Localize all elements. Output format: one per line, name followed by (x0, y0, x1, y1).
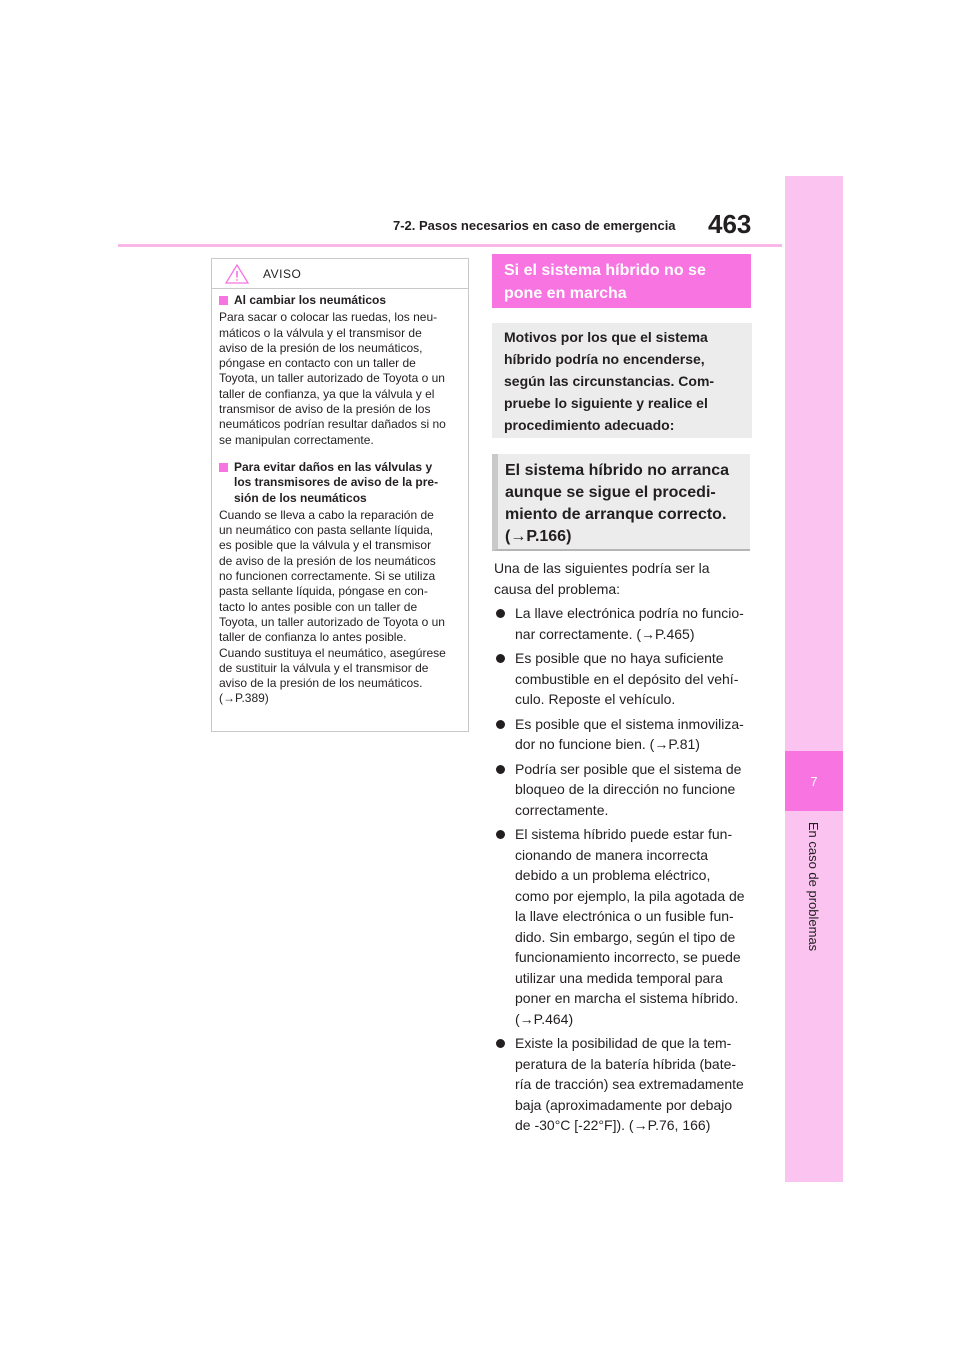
warning-subheading (219, 293, 459, 308)
subsection-title-text: El sistema híbrido no arranca aunque se sigue el procedi- miento de arranque correcto. (→P.166) (505, 462, 730, 545)
list-item-text: La llave electrónica podría no funcio- nar correctamente. (→P.465) (515, 605, 744, 642)
lead-paragraph: Una de las siguientes podría ser la causa del problema: (494, 560, 710, 597)
list-item (494, 824, 756, 1029)
warning-body (212, 289, 468, 707)
list-item (494, 714, 756, 755)
list-item-text: Es posible que el sistema inmoviliza- dor no funcione bien. (→P.81) (515, 715, 744, 752)
side-tab (785, 176, 843, 1182)
section-title-text: Si el sistema híbrido no se pone en marcha (504, 262, 706, 302)
bullet-dot-icon (496, 1039, 505, 1048)
warning-paragraph: Cuando se lleva a cabo la reparación de un neumático con pasta sellante líquida, es posible que la válvula y el transmisor de aviso de la presión de los neumáticos no funcionen correctamente. Si se utiliza pasta sellante líquida, póngase en con- tacto lo antes posible con un taller de Toyota, un taller autorizado de Toyota o un taller de confianza lo antes posible. Cuando sustituya el neumático, asegúrese de sustituir la válvula y el transmisor de aviso de la presión de los neumáticos. (→P.389) (219, 507, 446, 706)
section-title (492, 254, 751, 308)
warning-paragraph: Para sacar o colocar las ruedas, los neu- máticos o la válvula y el transmisor de aviso de la presión de los neumáticos, póngase en contacto con un taller de Toyota, un taller autorizado de Toyota o un taller de confianza, ya que la válvula y el transmisor de aviso de la presión de los neumáticos podrían resultar dañados si no se manipulan correctamente. (219, 310, 446, 447)
bullet-dot-icon (496, 609, 505, 618)
chapter-title-container (785, 811, 843, 961)
bullet-dot-icon (496, 765, 505, 774)
warning-subheading-text: Para evitar daños en las válvulas y los transmisores de aviso de la pre- sión de los neumáticos (234, 459, 439, 505)
main-content (494, 558, 756, 1140)
list-item-text: Podría ser posible que el sistema de bloqueo de la dirección no funcione correctamente. (515, 760, 742, 818)
bullet-list (494, 603, 756, 1136)
chapter-title: En caso de problemas (806, 821, 822, 951)
square-bullet-icon (219, 296, 228, 305)
intro-box (492, 323, 752, 438)
page-number: 463 (708, 209, 752, 239)
warning-box (211, 258, 469, 732)
list-item (494, 1033, 756, 1136)
bullet-dot-icon (496, 654, 505, 663)
list-item (494, 648, 756, 710)
warning-triangle-icon (225, 264, 249, 284)
intro-text: Motivos por los que el sistema híbrido podría no encenderse, según las circunstancias. Com- pruebe lo siguiente y realice el procedimiento adecuado: (504, 329, 715, 433)
section-header: 7-2. Pasos necesarios en caso de emergencia (393, 218, 676, 233)
warning-title: AVISO (263, 266, 302, 281)
warning-header (212, 259, 468, 289)
list-item-text: Existe la posibilidad de que la tem- peratura de la batería híbrida (bate- ría de tracción) sea extremadamente baja (aproximadamente por debajo de -30°C [-22°F]). (→P.76, 166) (515, 1035, 744, 1133)
list-item (494, 603, 756, 644)
chapter-number: 7 (785, 751, 843, 811)
warning-subheading (219, 460, 459, 506)
square-bullet-icon (219, 463, 228, 472)
bullet-dot-icon (496, 830, 505, 839)
subsection-title (492, 454, 750, 551)
list-item (494, 759, 756, 821)
header-rule (118, 244, 782, 247)
bullet-dot-icon (496, 720, 505, 729)
list-item-text: El sistema híbrido puede estar fun- cionando de manera incorrecta debido a un problema eléctrico, como por ejemplo, la pila agotada de la llave electrónica o un fusible fun- dido. Sin embargo, según el tipo de funcionamiento incorrecto, se puede utilizar una medida temporal para poner en marcha el sistema híbrido. (→P.464) (515, 826, 745, 1027)
list-item-text: Es posible que no haya suficiente combustible en el depósito del vehí- culo. Reposte el vehículo. (515, 650, 739, 707)
warning-subheading-text: Al cambiar los neumáticos (234, 293, 387, 307)
